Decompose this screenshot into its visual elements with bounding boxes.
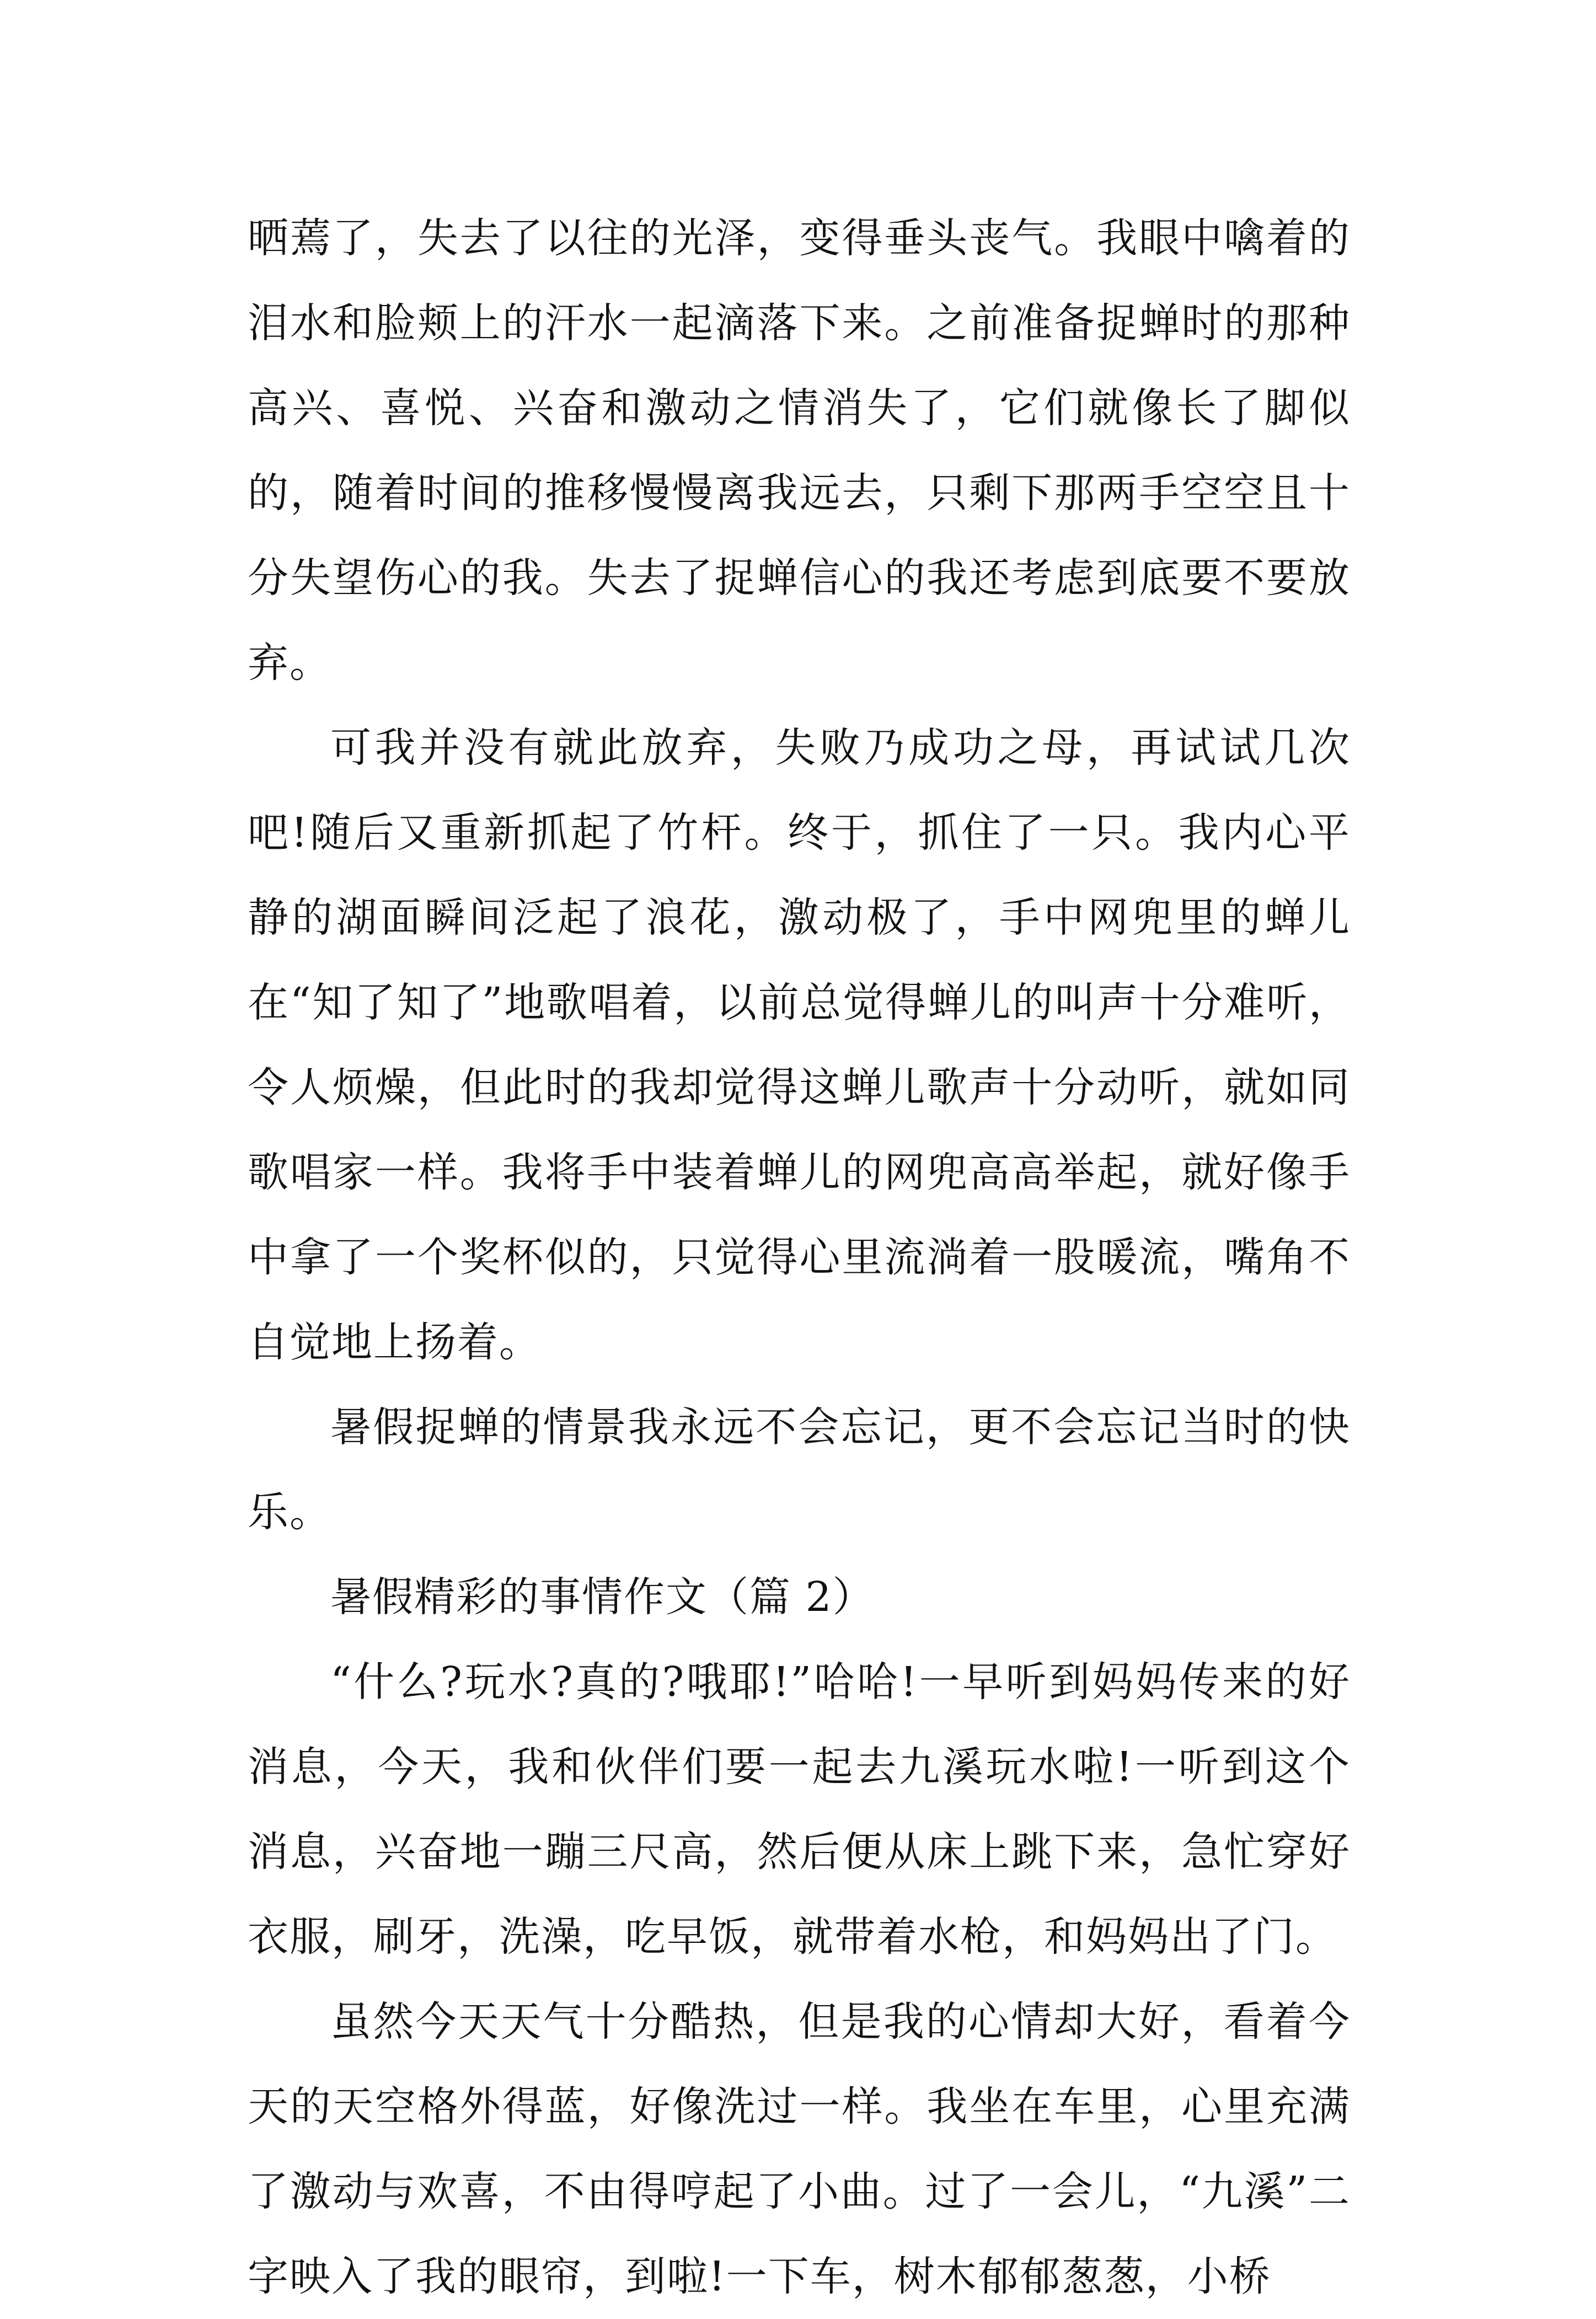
paragraph-2: 可我并没有就此放弃，失败乃成功之母，再试试几次吧!随后又重新抓起了竹杆。终于，抓住了一只。我内心平静的湖面瞬间泛起了浪花，激动极了，手中网兜里的蝉儿在“知了知了”地歌唱着，以前总觉得蝉儿的叫声十分难听，令人烦燥，但此时的我却觉得这蝉儿歌声十分动听，就如同歌唱家一样。我将手中装着蝉儿的网兜高高举起，就好像手中拿了一个奖杯似的，只觉得心里流淌着一股暖流，嘴角不自觉地上扬着。 (248, 724, 1351, 1366)
paragraph-1: 晒蔫了，失去了以往的光泽，变得垂头丧气。我眼中噙着的泪水和脸颊上的汗水一起滴落下来。之前准备捉蝉时的那种高兴、喜悦、兴奋和激动之情消失了，它们就像长了脚似的，随着时间的推移慢慢离我远去，只剩下那两手空空且十分失望伤心的我。失去了捉蝉信心的我还考虑到底要不要放弃。 (248, 215, 1351, 687)
document-body (248, 196, 1351, 2319)
paragraph-3: 暑假捉蝉的情景我永远不会忘记，更不会忘记当时的快乐。 (248, 1404, 1351, 1536)
paragraph-5: 虽然今天天气十分酷热，但是我的心情却大好，看着今天的天空格外得蓝，好像洗过一样。我坐在车里，心里充满了激动与欢喜，不由得哼起了小曲。过了一会儿，“九溪”二字映入了我的眼帘，到啦!一下车，树木郁郁葱葱，小桥 (248, 1998, 1351, 2300)
paragraph-4: “什么?玩水?真的?哦耶!”哈哈!一早听到妈妈传来的好消息，今天，我和伙伴们要一起去九溪玩水啦!一听到这个消息，兴奋地一蹦三尺高，然后便从床上跳下来，急忙穿好衣服，刷牙，洗澡，吃早饭，就带着水枪，和妈妈出了门。 (248, 1658, 1351, 1961)
section-heading: 暑假精彩的事情作文（篇 2） (330, 1573, 875, 1621)
